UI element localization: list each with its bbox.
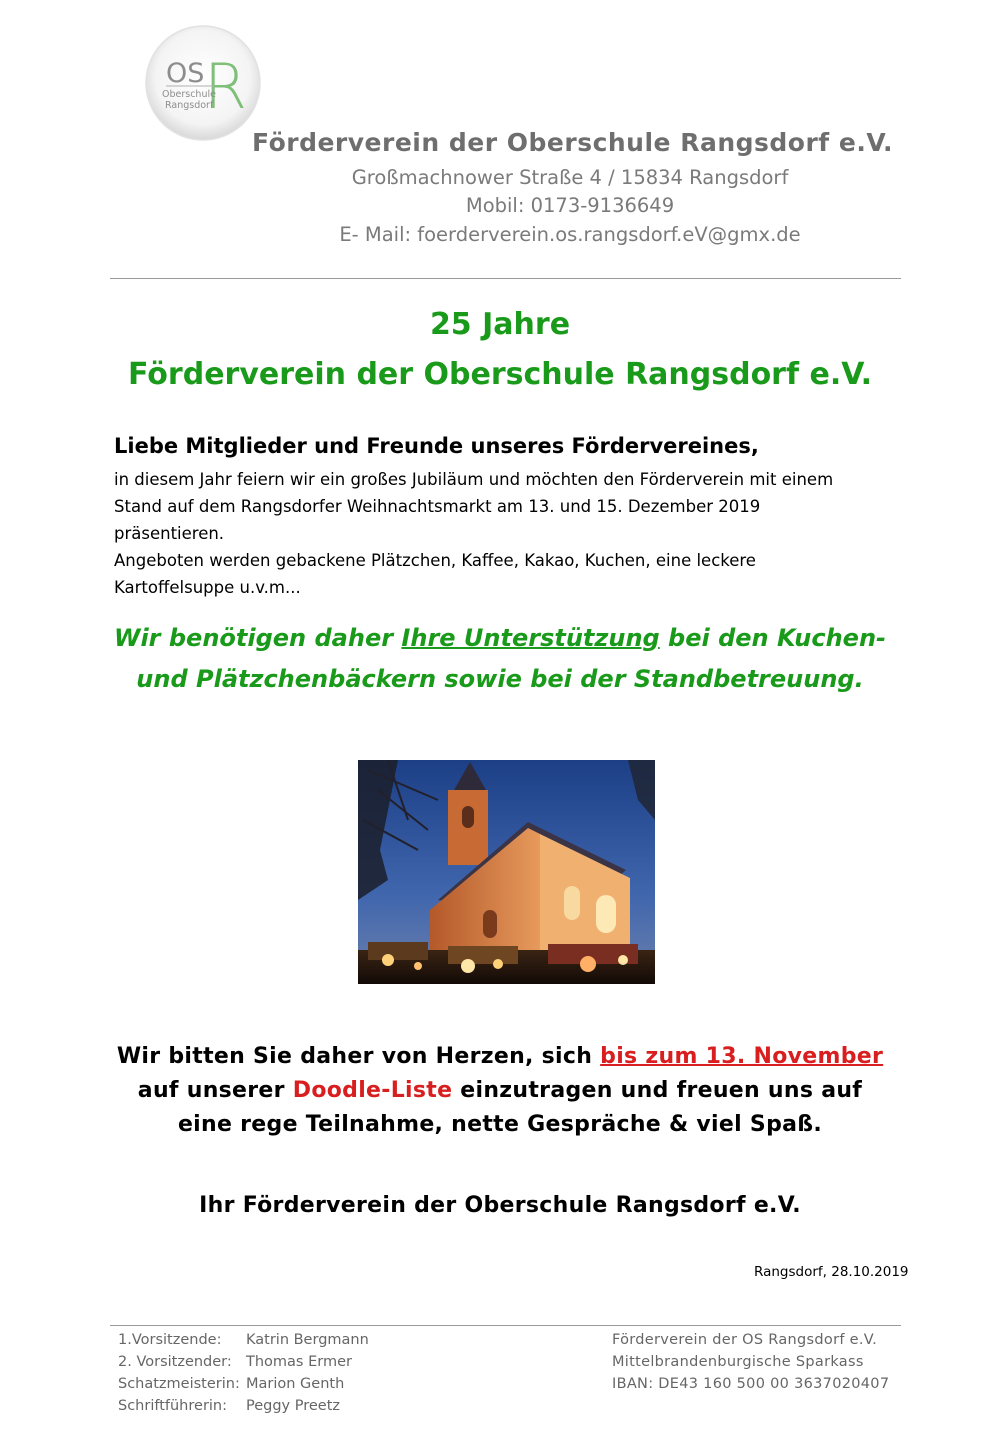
- letter-body: [114, 466, 914, 601]
- title-line2: Förderverein der Oberschule Rangsdorf e.V.: [128, 357, 872, 392]
- letter-line: Angeboten werden gebackene Plätzchen, Kaffee, Kakao, Kuchen, eine leckere: [114, 551, 756, 570]
- bank-account-holder: Förderverein der OS Rangsdorf e.V.: [612, 1332, 878, 1348]
- bank-name: Mittelbrandenburgische Sparkass: [612, 1354, 864, 1370]
- board-row: [118, 1329, 369, 1351]
- request-line1: [0, 1040, 1000, 1074]
- appeal-part2: bei den Kuchen-: [659, 624, 887, 652]
- board-name: Katrin Bergmann: [246, 1332, 369, 1348]
- address: Großmachnower Straße 4 / 15834 Rangsdorf: [351, 166, 789, 189]
- signature: Ihr Förderverein der Oberschule Rangsdorf e.V.: [199, 1193, 801, 1218]
- board-members: [118, 1329, 369, 1417]
- school-logo: [144, 24, 262, 142]
- board-row: [118, 1351, 369, 1373]
- board-name: Peggy Preetz: [246, 1398, 341, 1414]
- letter-line: Stand auf dem Rangsdorfer Weihnachtsmarkt am 13. und 15. Dezember 2019: [114, 497, 761, 516]
- appeal: [0, 618, 1000, 700]
- email: E- Mail: foerderverein.os.rangsdorf.eV@gmx.de: [339, 223, 801, 246]
- request-l2-rest: einzutragen und freuen uns auf: [452, 1078, 863, 1103]
- board-name: Marion Genth: [246, 1376, 345, 1392]
- appeal-underlined: Ihre Unterstützung: [401, 624, 660, 652]
- request-l2-text: auf unserer: [137, 1078, 293, 1103]
- logo-line2: Rangsdorf: [165, 100, 214, 111]
- logo-line1: Oberschule: [162, 89, 216, 100]
- board-row: [118, 1373, 369, 1395]
- letter-line: Kartoffelsuppe u.v.m...: [114, 578, 301, 597]
- request-line3: eine rege Teilnahme, nette Gespräche & viel Spaß.: [177, 1112, 823, 1137]
- request-l1-text: Wir bitten Sie daher von Herzen, sich: [116, 1044, 601, 1069]
- request-line2: [0, 1074, 1000, 1108]
- footer-divider: [110, 1325, 901, 1326]
- appeal-line1: [0, 618, 1000, 659]
- board-role: Schriftführerin:: [118, 1398, 228, 1414]
- board-role: Schatzmeisterin:: [118, 1376, 240, 1392]
- bank-details: [612, 1329, 889, 1395]
- request: [0, 1040, 1000, 1142]
- board-role: 1.Vorsitzende:: [118, 1332, 222, 1348]
- logo-initial: R: [204, 50, 248, 123]
- appeal-part1: Wir benötigen daher: [113, 624, 402, 652]
- church-christmas-market-photo: [358, 760, 655, 984]
- board-name: Thomas Ermer: [246, 1354, 352, 1370]
- letter-line: in diesem Jahr feiern wir ein großes Jubiläum und möchten den Förderverein mit einem: [114, 470, 834, 489]
- board-row: [118, 1395, 369, 1417]
- salutation: Liebe Mitglieder und Freunde unseres Fördervereines,: [114, 434, 759, 458]
- appeal-line2: und Plätzchenbäckern sowie bei der Standbetreuung.: [136, 665, 864, 693]
- title-line1: 25 Jahre: [429, 307, 571, 342]
- letter-date: Rangsdorf, 28.10.2019: [754, 1264, 909, 1280]
- bank-iban: IBAN: DE43 160 500 00 3637020407: [612, 1376, 890, 1392]
- header-divider: [110, 278, 901, 279]
- deadline-text: bis zum 13. November: [600, 1044, 884, 1069]
- doodle-list-text: Doodle-Liste: [292, 1078, 453, 1103]
- logo-letters: OS: [166, 58, 205, 89]
- org-name: Förderverein der Oberschule Rangsdorf e.V.: [252, 128, 893, 157]
- letter-line: präsentieren.: [114, 524, 225, 543]
- board-role: 2. Vorsitzender:: [118, 1354, 232, 1370]
- mobile: Mobil: 0173-9136649: [465, 194, 675, 217]
